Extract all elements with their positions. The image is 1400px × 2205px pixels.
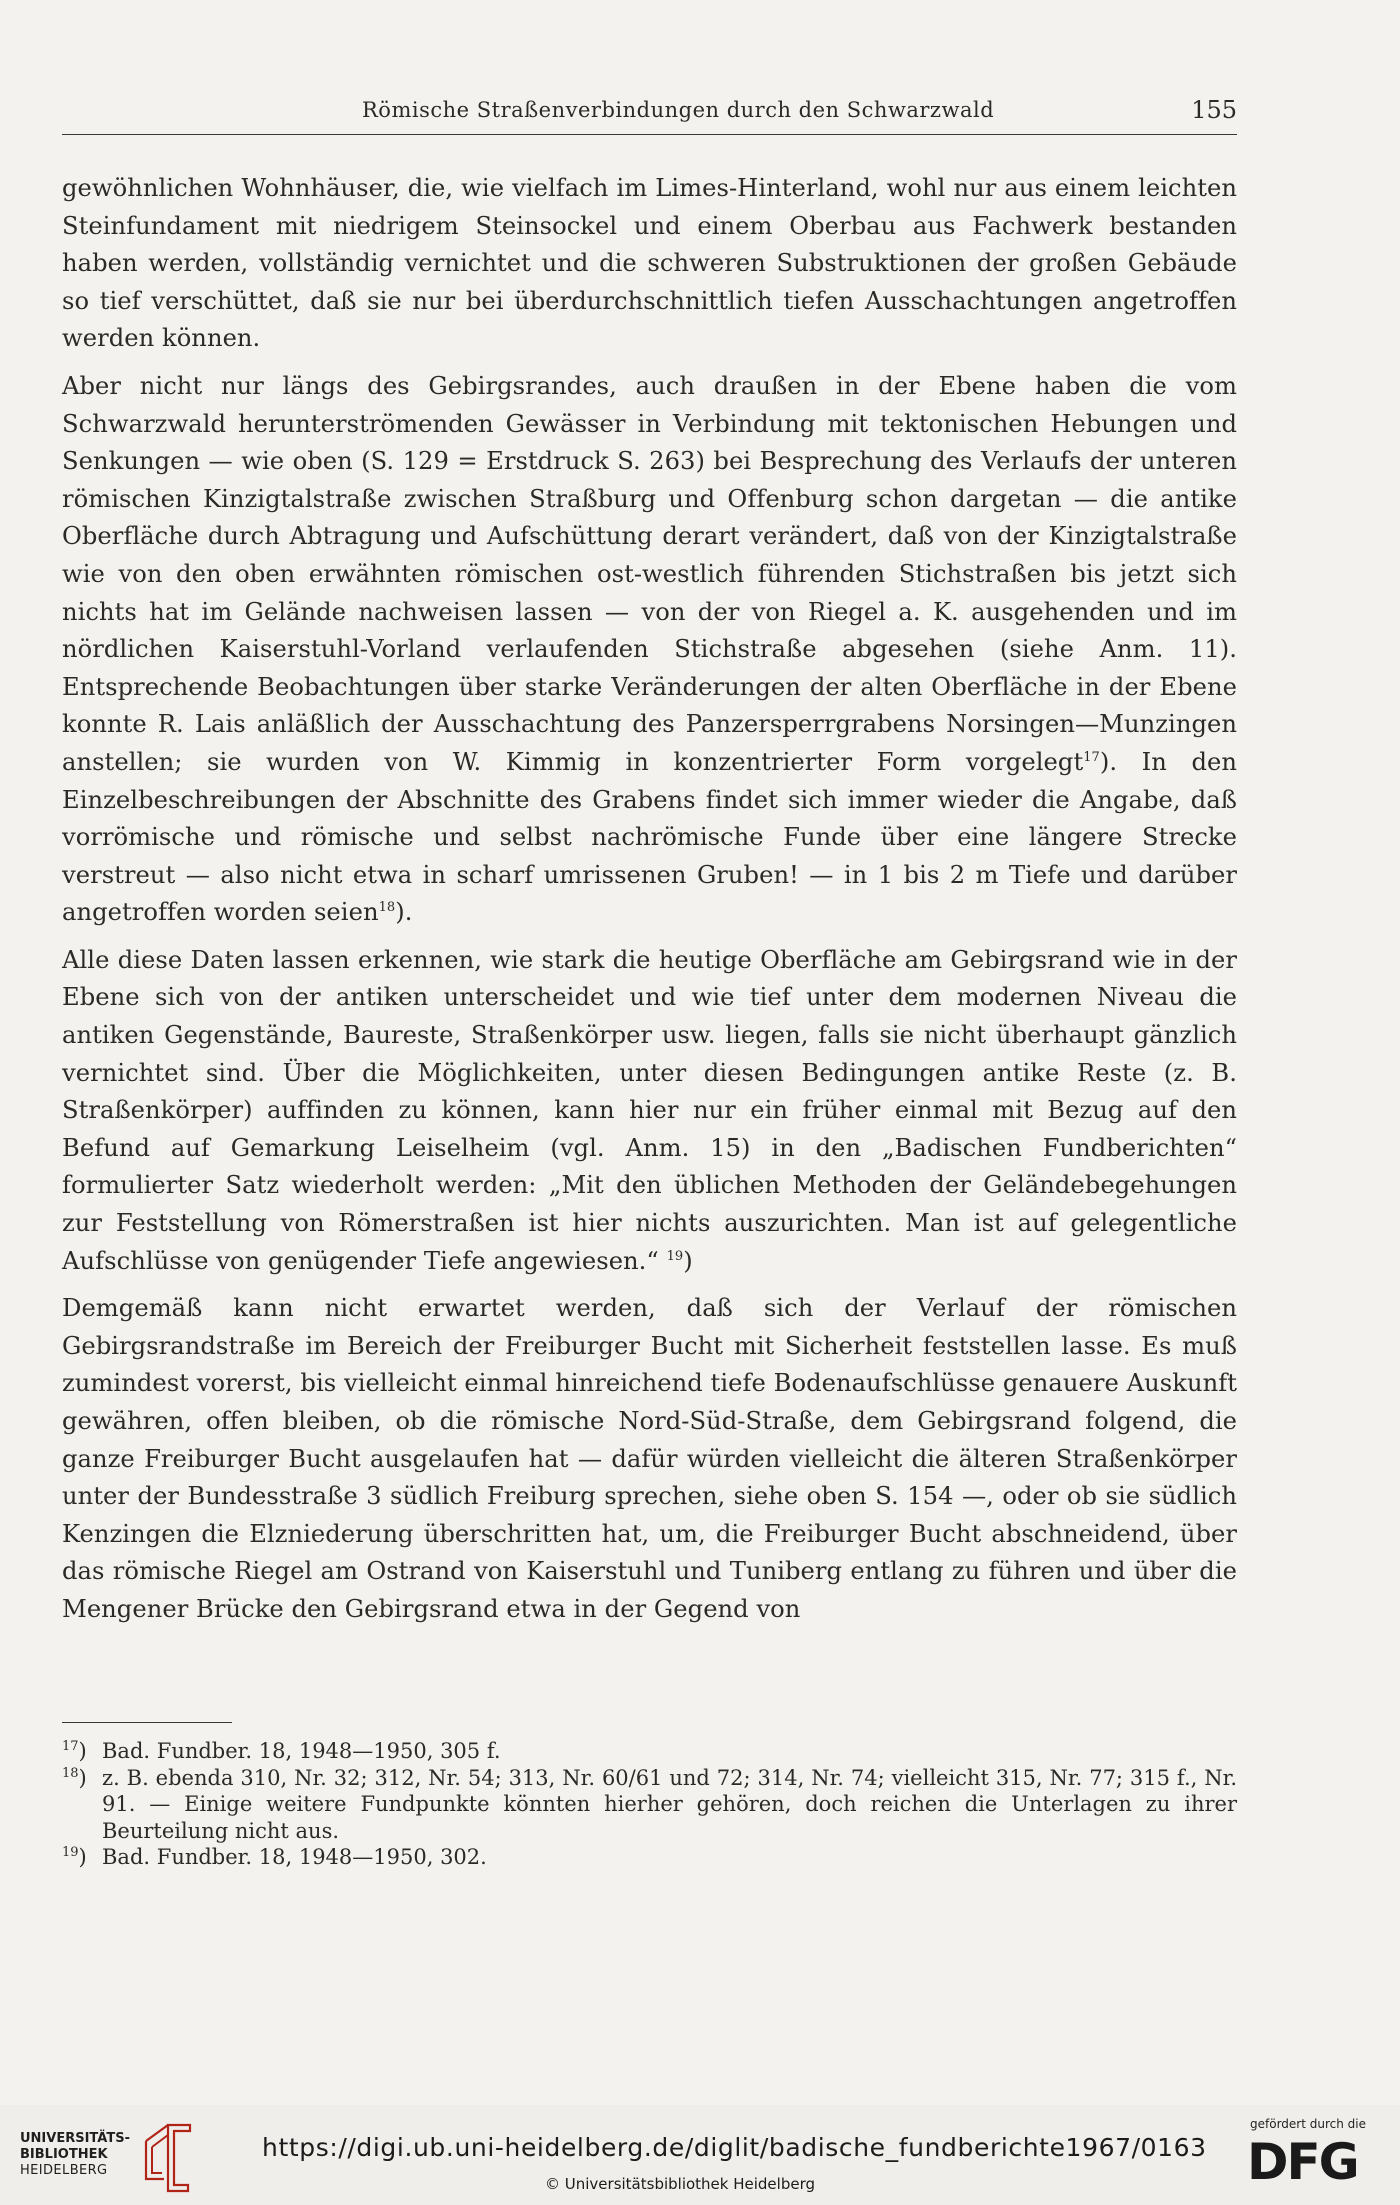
dfg-caption: gefördert durch die: [1250, 2117, 1366, 2131]
paragraph-text: gewöhnlichen Wohnhäuser, die, wie vielfach im Limes-Hinterland, wohl nur aus einem leichten Steinfundament mit niedrigem Steinsockel und einem Oberbau aus Fachwerk bestanden haben werden, vollständig vernichtet und die schweren Substruktionen der großen Gebäude so tief verschüttet, daß sie nur bei überdurchschnittlich tiefen Ausschachtungen angetroffen werden können.: [62, 174, 1237, 353]
page-number: 155: [1191, 96, 1237, 124]
paragraph-text: ): [683, 1246, 693, 1275]
body-paragraph: [62, 368, 1237, 932]
footnotes: [62, 1738, 1237, 1871]
dfg-logo-icon: [1245, 2135, 1380, 2183]
paragraph-text: Alle diese Daten lassen erkennen, wie stark die heutige Oberfläche am Gebirgsrand wie in der Ebene sich von der antiken unterscheidet und wie tief unter dem modernen Niveau die antiken Gegenstände, Baureste, Straßenkörper usw. liegen, falls sie nicht überhaupt gänzlich vernichtet sind. Über die Möglichkeiten, unter diesen Bedingungen antike Reste (z. B. Straßenkörper) auffinden zu können, kann hier nur ein früher einmal mit Bezug auf den Befund auf Gemarkung Leiselheim (vgl. Anm. 15) in den „Badischen Fundberichten“ formulierter Satz wiederholt werden: „Mit den üblichen Methoden der Geländebegehungen zur Feststellung von Römerstraßen ist hier nichts auszurichten. Man ist auf gelegentliche Aufschlüsse von genügender Tiefe angewiesen.“: [62, 945, 1237, 1275]
footnote-number: 17: [62, 1739, 79, 1754]
footnote-number: 19: [62, 1845, 79, 1860]
footnote-text: Bad. Fundber. 18, 1948—1950, 305 f.: [102, 1739, 501, 1763]
paragraph-text: Demgemäß kann nicht erwartet werden, daß sich der Verlauf der römischen Gebirgsrandstraße im Bereich der Freiburger Bucht mit Sicherheit feststellen lasse. Es muß zumindest vorerst, bis vielleicht einmal hinreichend tiefe Bodenaufschlüsse genauere Auskunft gewähren, offen bleiben, ob die römische Nord-Süd-Straße, dem Gebirgsrand folgend, die ganze Freiburger Bucht ausgelaufen hat — dafür würden vielleicht die älteren Straßenkörper unter der Bundesstraße 3 südlich Freiburg sprechen, siehe oben S. 154 —, oder ob sie südlich Kenzingen die Elzniederung überschritten hat, um, die Freiburger Bucht abschneidend, über das römische Riegel am Ostrand von Kaiserstuhl und Tuniberg entlang zu führen und über die Mengener Brücke den Gebirgsrand etwa in der Gegend von: [62, 1294, 1237, 1623]
page-header: [62, 94, 1237, 135]
footnote-reference: 19: [666, 1248, 684, 1264]
footnote-marker: $^{17}$): [62, 1739, 87, 1763]
body-paragraph: [62, 170, 1237, 358]
footnote-text: z. B. ebenda 310, Nr. 32; 312, Nr. 54; 313, Nr. 60/61 und 72; 314, Nr. 74; vielleicht 315, Nr. 77; 315 f., Nr. 91. — Einige weitere Fundpunkte könnten hierher gehören, doch reichen die Unterlagen zu ihrer Beurteilung nicht aus.: [102, 1765, 1237, 1843]
footnote-text: Bad. Fundber. 18, 1948—1950, 302.: [102, 1845, 487, 1869]
footnote-marker: $^{19}$): [62, 1845, 87, 1869]
digitization-footer: [0, 2105, 1400, 2205]
library-name-line-3: HEIDELBERG: [20, 2163, 108, 2178]
library-name-line-1: UNIVERSITÄTS-: [20, 2131, 130, 2146]
permalink-url[interactable]: https://digi.ub.uni-heidelberg.de/diglit/badische_fundberichte1967/0163: [262, 2133, 1207, 2162]
footnote-number: 18: [62, 1765, 79, 1781]
library-name: [20, 2131, 130, 2179]
footnote-divider: [62, 1722, 232, 1723]
footnote: [62, 1738, 1237, 1765]
paragraph-text: Aber nicht nur längs des Gebirgsrandes, auch draußen in der Ebene haben die vom Schwarzwald herunterströmenden Gewässer in Verbindung mit tektonischen Hebungen und Senkungen — wie oben (S. 129 = Erstdruck S. 263) bei Besprechung des Verlaufs der unteren römischen Kinzigtalstraße zwischen Straßburg und Offenburg schon dargetan — die antike Oberfläche durch Abtragung und Aufschüttung derart verändert, daß von der Kinzigtalstraße wie von den oben erwähnten römischen ost-westlich führenden Stichstraßen bis jetzt sich nichts hat im Gelände nachweisen lassen — von der von Riegel a. K. ausgehenden und im nördlichen Kaiserstuhl-Vorland verlaufenden Stichstraße abgesehen (siehe Anm. 11). Entsprechende Beobachtungen über starke Veränderungen der alten Oberfläche in der Ebene konnte R. Lais anläßlich der Ausschachtung des Panzersperrgrabens Norsingen—Munzingen anstellen; sie wurden von W. Kimmig in konzentrierter Form vorgelegt: [62, 371, 1237, 776]
paragraph-text: ). In den Einzelbeschreibungen der Abschnitte des Grabens findet sich immer wieder die Angabe, daß vorrömische und römische und selbst nachrömische Funde über eine längere Strecke verstreut — also nicht etwa in scharf umrissenen Gruben! — in 1 bis 2 m Tiefe und darüber angetroffen worden seien: [62, 747, 1237, 927]
dfg-logo-text: DFG: [1247, 2135, 1358, 2183]
library-name-line-2: BIBLIOTHEK: [20, 2147, 108, 2162]
footnote: [62, 1765, 1237, 1845]
footnote-reference: 17: [1083, 749, 1100, 765]
running-title: Römische Straßenverbindungen durch den Schwarzwald: [362, 98, 995, 122]
footnote: [62, 1844, 1237, 1871]
footnote-marker: $^{18}$): [62, 1765, 87, 1790]
copyright-notice: © Universitätsbibliothek Heidelberg: [545, 2175, 816, 2193]
paragraph-text: ).: [395, 898, 413, 927]
footnote-reference: 18: [378, 900, 396, 916]
library-logo-icon: [138, 2119, 194, 2193]
body-text: [62, 170, 1237, 1639]
body-paragraph: [62, 1290, 1237, 1628]
body-paragraph: [62, 942, 1237, 1280]
